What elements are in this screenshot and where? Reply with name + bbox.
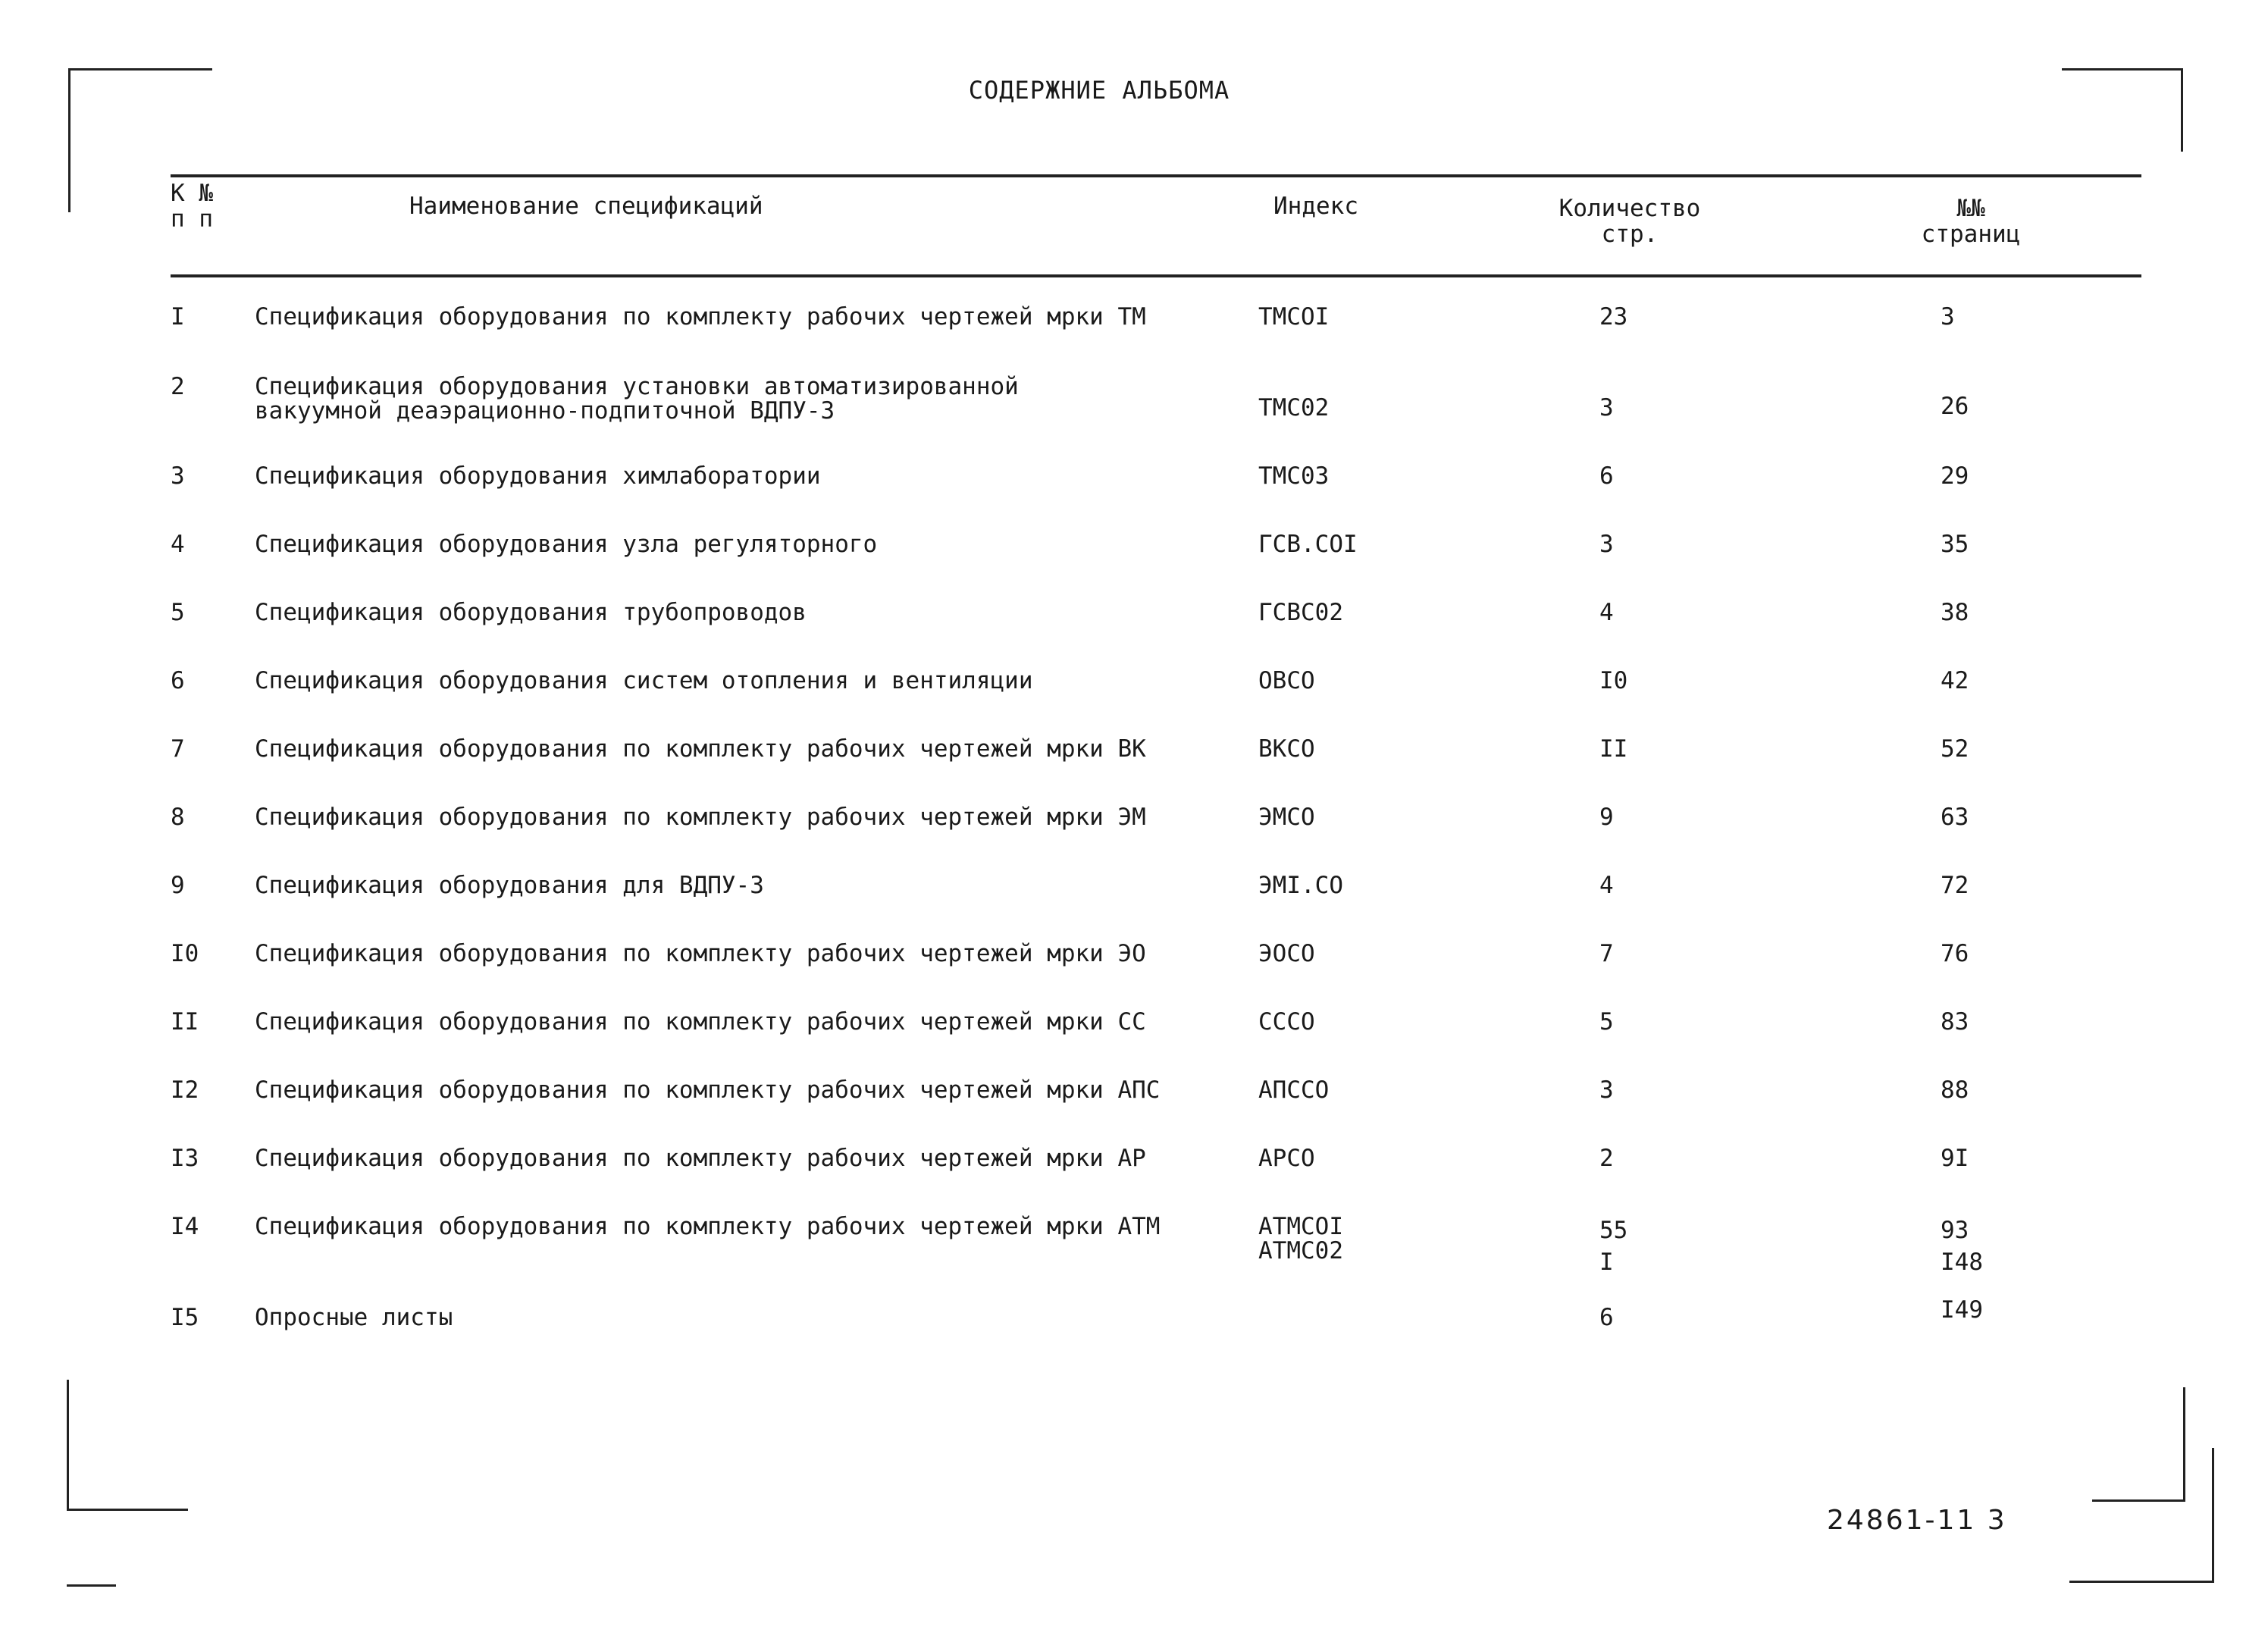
row-count: I0 <box>1599 667 1628 694</box>
row-count: 3 <box>1599 531 1614 558</box>
row-pages: 88 <box>1941 1076 1969 1104</box>
header-pages <box>1895 196 2047 247</box>
table-header-rule <box>171 274 2141 277</box>
row-pages: 26 <box>1941 393 1969 420</box>
row-pages: 42 <box>1941 667 1969 694</box>
header-count-line1: Количество <box>1558 195 1701 222</box>
corner-mark-bottom-left-h <box>67 1509 188 1511</box>
row-number: 6 <box>171 667 185 694</box>
row-index: ТМС02 <box>1258 394 1330 421</box>
row-number: 4 <box>171 531 185 558</box>
row-pages: 93 I48 <box>1941 1217 1983 1276</box>
row-index: ВКСО <box>1258 735 1315 763</box>
row-count: 9 <box>1599 804 1614 831</box>
row-name: Спецификация оборудования по комплекту рабочих чертежей мрки ЭО <box>255 940 1146 967</box>
corner-mark-top-left-h <box>68 68 212 71</box>
row-number: I5 <box>171 1304 199 1331</box>
header-number-line1: К № <box>171 180 213 207</box>
row-count: 3 <box>1599 1076 1614 1104</box>
row-index: ГСВ.СОI <box>1258 531 1358 558</box>
table-top-rule <box>171 174 2141 177</box>
row-number: 7 <box>171 735 185 763</box>
row-index: ГСВС02 <box>1258 599 1343 626</box>
row-count: II <box>1599 735 1628 763</box>
row-name: Спецификация оборудования по комплекту рабочих чертежей мрки АТМ <box>255 1213 1161 1240</box>
row-name: Спецификация оборудования для ВДПУ-3 <box>255 872 764 899</box>
row-index: ТМС03 <box>1258 462 1330 490</box>
row-index: ОВСО <box>1258 667 1315 694</box>
row-number: 5 <box>171 599 185 626</box>
header-count-line2: стр. <box>1601 221 1659 248</box>
row-index: СССО <box>1258 1008 1315 1036</box>
row-name: Спецификация оборудования узла регуляторного <box>255 531 878 558</box>
row-pages: 76 <box>1941 940 1969 967</box>
corner-mark-bottom-right-v2 <box>2212 1448 2214 1581</box>
row-name: Спецификация оборудования по комплекту рабочих чертежей мрки АР <box>255 1145 1146 1172</box>
row-pages: 38 <box>1941 599 1969 626</box>
row-number: II <box>171 1008 199 1036</box>
row-name: Спецификация оборудования по комплекту рабочих чертежей мрки ВК <box>255 735 1146 763</box>
row-pages: 3 <box>1941 303 1955 331</box>
row-pages: 63 <box>1941 804 1969 831</box>
row-number: I0 <box>171 940 199 967</box>
header-pages-line1: №№ <box>1956 195 1985 222</box>
row-index: ЭМСО <box>1258 804 1315 831</box>
row-number: 8 <box>171 804 185 831</box>
row-pages: 72 <box>1941 872 1969 899</box>
row-name: Спецификация оборудования по комплекту рабочих чертежей мрки СС <box>255 1008 1146 1036</box>
corner-mark-top-right-h <box>2062 68 2183 71</box>
row-number: I <box>171 303 185 331</box>
row-number: 3 <box>171 462 185 490</box>
row-name: Спецификация оборудования трубопроводов <box>255 599 807 626</box>
row-number: 9 <box>171 872 185 899</box>
row-count: 55 I <box>1599 1217 1628 1276</box>
sheet-code: 24861-11 3 <box>1827 1505 2007 1536</box>
row-count: 2 <box>1599 1145 1614 1172</box>
row-count: 3 <box>1599 394 1614 421</box>
row-name: Спецификация оборудования систем отопления и вентиляции <box>255 667 1033 694</box>
row-index: АРСО <box>1258 1145 1315 1172</box>
corner-mark-bottom-right-h <box>2092 1499 2185 1502</box>
row-count: 4 <box>1599 872 1614 899</box>
header-pages-line2: страниц <box>1921 221 2021 248</box>
row-name: Спецификация оборудования химлаборатории <box>255 462 821 490</box>
row-name: Спецификация оборудования установки автоматизированной вакуумной деаэрационно-подпиточной ВДПУ-3 <box>255 373 1019 425</box>
corner-mark-bottom-left-h2 <box>67 1584 116 1587</box>
row-number: I2 <box>171 1076 199 1104</box>
row-number: 2 <box>171 373 185 400</box>
row-name: Спецификация оборудования по комплекту рабочих чертежей мрки АПС <box>255 1076 1161 1104</box>
row-index: АПССО <box>1258 1076 1330 1104</box>
row-index: АТМСОI АТМС02 <box>1258 1213 1343 1264</box>
row-index: ЭОСО <box>1258 940 1315 967</box>
row-count: 23 <box>1599 303 1628 331</box>
header-count <box>1554 196 1706 247</box>
row-name: Спецификация оборудования по комплекту рабочих чертежей мрки ЭМ <box>255 804 1146 831</box>
corner-mark-bottom-right-v <box>2183 1387 2185 1501</box>
row-count: 6 <box>1599 462 1614 490</box>
row-pages: 29 <box>1941 462 1969 490</box>
row-name: Опросные листы <box>255 1304 453 1331</box>
row-index: ТМСОI <box>1258 303 1330 331</box>
header-name: Наименование спецификаций <box>409 193 763 220</box>
row-pages: 35 <box>1941 531 1969 558</box>
header-number-line2: п п <box>171 205 213 233</box>
header-number <box>171 180 213 232</box>
document-title: СОДЕРЖНИЕ АЛЬБОМА <box>968 76 1230 105</box>
row-index: ЭМI.СО <box>1258 872 1343 899</box>
row-count: 5 <box>1599 1008 1614 1036</box>
corner-mark-bottom-right-h2 <box>2069 1581 2214 1583</box>
row-pages: 9I <box>1941 1145 1969 1172</box>
row-pages: I49 <box>1941 1296 1983 1324</box>
row-pages: 83 <box>1941 1008 1969 1036</box>
header-index: Индекс <box>1273 193 1358 220</box>
row-name: Спецификация оборудования по комплекту рабочих чертежей мрки ТМ <box>255 303 1146 331</box>
corner-mark-bottom-left-v <box>67 1380 69 1509</box>
row-count: 6 <box>1599 1304 1614 1331</box>
row-count: 7 <box>1599 940 1614 967</box>
row-number: I4 <box>171 1213 199 1240</box>
row-number: I3 <box>171 1145 199 1172</box>
row-pages: 52 <box>1941 735 1969 763</box>
row-count: 4 <box>1599 599 1614 626</box>
